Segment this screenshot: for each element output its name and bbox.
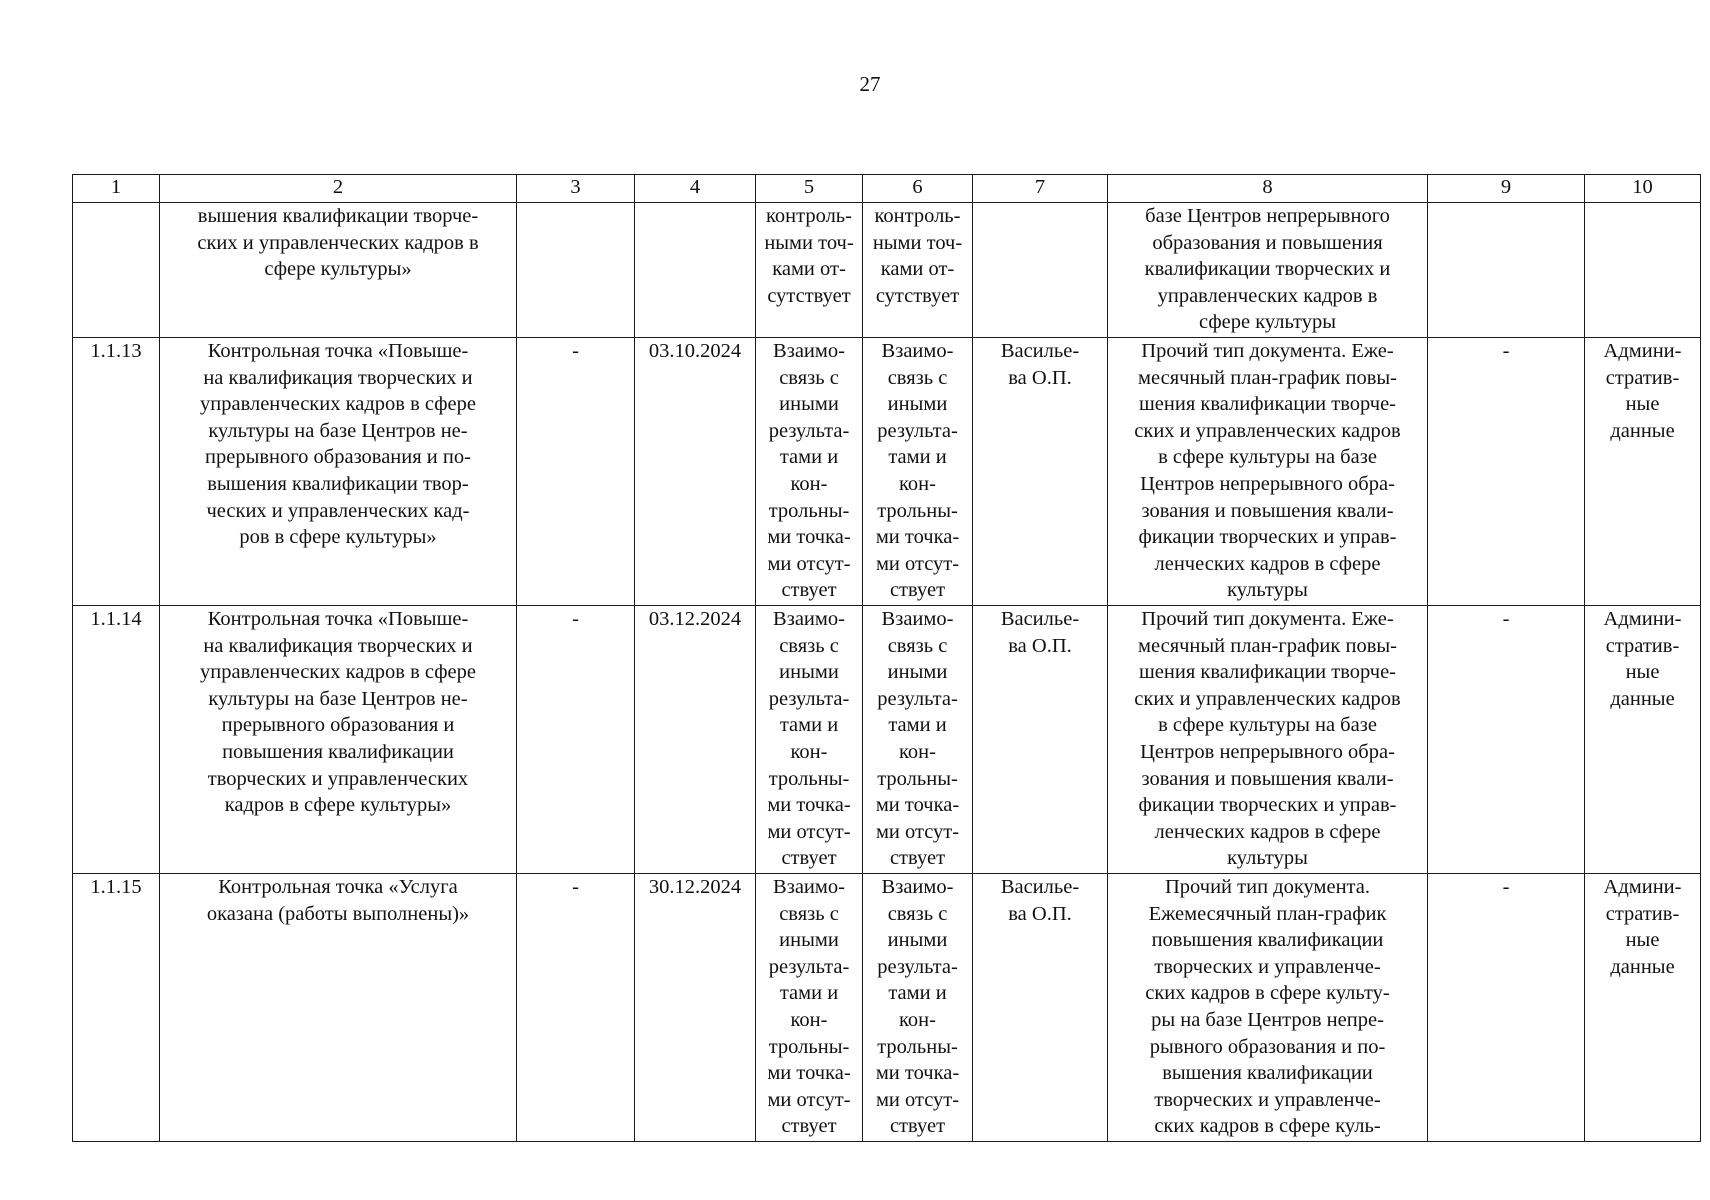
name-cell: вышения квалификации творче- ских и управленческих кадров в сфере культуры» [160,203,517,338]
column-9-cell: - [1428,338,1585,606]
column-header: 2 [160,175,517,203]
column-header: 5 [756,175,863,203]
column-9-cell: - [1428,874,1585,1142]
responsible-cell: Василье- ва О.П. [973,874,1108,1142]
column-header: 8 [1108,175,1428,203]
table-row [73,338,1701,606]
column-5-cell: контроль- ными точ- ками от- сутствует [756,203,863,338]
column-9-cell [1428,203,1585,338]
table-row [73,874,1701,1142]
column-3-cell [517,203,635,338]
date-cell: 30.12.2024 [635,874,756,1142]
date-cell: 03.12.2024 [635,606,756,874]
column-header: 4 [635,175,756,203]
column-header: 10 [1585,175,1701,203]
column-header: 6 [863,175,973,203]
date-cell [635,203,756,338]
responsible-cell: Василье- ва О.П. [973,338,1108,606]
column-5-cell: Взаимо- связь с иными результа- тами и кон- трольны- ми точка- ми отсут- ствует [756,606,863,874]
column-header: 1 [73,175,160,203]
table-row [73,203,1701,338]
column-header: 3 [517,175,635,203]
data-source-cell: Админи- стратив- ные данные [1585,874,1701,1142]
table-row [73,606,1701,874]
document-type-cell: Прочий тип документа. Ежемесячный план-график повышения квалификации творческих и управленче- ских кадров в сфере культу- ры на базе Центров непре- рывного образования и по- вышения квалификации творческих и управленче- ских кадров в сфере куль- [1108,874,1428,1142]
document-type-cell: базе Центров непрерывного образования и повышения квалификации творческих и управленческих кадров в сфере культуры [1108,203,1428,338]
data-source-cell: Админи- стратив- ные данные [1585,606,1701,874]
column-3-cell: - [517,338,635,606]
column-3-cell: - [517,874,635,1142]
row-number-cell [73,203,160,338]
column-6-cell: Взаимо- связь с иными результа- тами и кон- трольны- ми точка- ми отсут- ствует [863,606,973,874]
column-6-cell: Взаимо- связь с иными результа- тами и кон- трольны- ми точка- ми отсут- ствует [863,874,973,1142]
row-number-cell: 1.1.13 [73,338,160,606]
name-cell: Контрольная точка «Повыше- на квалификация творческих и управленческих кадров в сфере культуры на базе Центров не- прерывного образования и повышения квалификации творческих и управленческих кадров в сфере культуры» [160,606,517,874]
date-cell: 03.10.2024 [635,338,756,606]
responsible-cell: Василье- ва О.П. [973,606,1108,874]
column-6-cell: контроль- ными точ- ками от- сутствует [863,203,973,338]
responsible-cell [973,203,1108,338]
column-6-cell: Взаимо- связь с иными результа- тами и кон- трольны- ми точка- ми отсут- ствует [863,338,973,606]
document-type-cell: Прочий тип документа. Еже- месячный план-график повы- шения квалификации творче- ских и управленческих кадров в сфере культуры на базе Центров непрерывного обра- зования и повышения квали- фикации творческих и управ- ленческих кадров в сфере культуры [1108,606,1428,874]
row-number-cell: 1.1.15 [73,874,160,1142]
name-cell: Контрольная точка «Повыше- на квалификация творческих и управленческих кадров в сфере культуры на базе Центров не- прерывного образования и по- вышения квалификации твор- ческих и управленческих кад- ров в сфере культуры» [160,338,517,606]
column-5-cell: Взаимо- связь с иными результа- тами и кон- трольны- ми точка- ми отсут- ствует [756,874,863,1142]
column-header: 9 [1428,175,1585,203]
column-9-cell: - [1428,606,1585,874]
data-source-cell: Админи- стратив- ные данные [1585,338,1701,606]
column-3-cell: - [517,606,635,874]
column-number-row [73,175,1701,203]
column-header: 7 [973,175,1108,203]
name-cell: Контрольная точка «Услуга оказана (работы выполнены)» [160,874,517,1142]
page-number: 27 [859,72,881,96]
row-number-cell: 1.1.14 [73,606,160,874]
document-type-cell: Прочий тип документа. Еже- месячный план-график повы- шения квалификации творче- ских и управленческих кадров в сфере культуры на базе Центров непрерывного обра- зования и повышения квали- фикации творческих и управ- ленческих кадров в сфере культуры [1108,338,1428,606]
column-5-cell: Взаимо- связь с иными результа- тами и кон- трольны- ми точка- ми отсут- ствует [756,338,863,606]
data-source-cell [1585,203,1701,338]
plan-table [72,174,1701,1142]
